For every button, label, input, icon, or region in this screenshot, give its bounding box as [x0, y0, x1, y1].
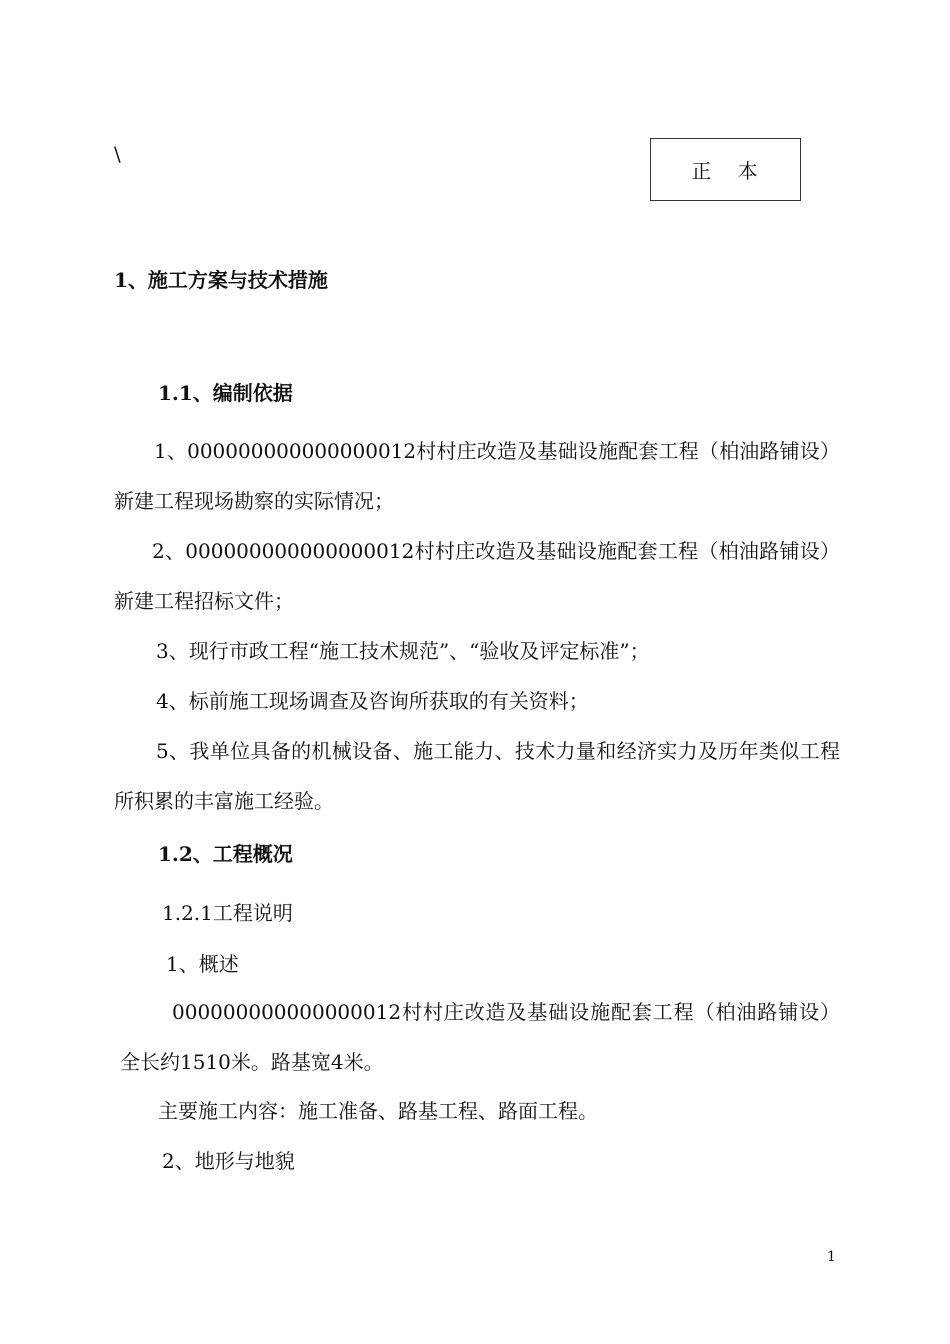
overview-text: 000000000000000012村村庄改造及基础设施配套工程（柏油路铺设）全长约1510米。路基宽4米。: [120, 1000, 840, 1074]
terrain-label: 2、地形与地貌: [162, 1149, 295, 1173]
original-copy-stamp: [650, 138, 801, 201]
basis-item-3: 3、现行市政工程“施工技术规范”、“验收及评定标准”；: [156, 639, 650, 663]
stamp-label: 正 本: [691, 159, 768, 183]
main-content-text: 主要施工内容：施工准备、路基工程、路面工程。: [158, 1099, 598, 1123]
basis-item-1: 1、000000000000000012村村庄改造及基础设施配套工程（柏油路铺设）新建工程现场勘察的实际情况；: [114, 439, 840, 513]
stray-backslash: \: [114, 142, 121, 166]
basis-item-5: 5、我单位具备的机械设备、施工能力、技术力量和经济实力及历年类似工程所积累的丰富施工经验。: [114, 739, 840, 813]
basis-item-2: 2、000000000000000012村村庄改造及基础设施配套工程（柏油路铺设）新建工程招标文件；: [114, 539, 840, 613]
section-1-2-1-heading: 1.2.1工程说明: [162, 901, 293, 925]
overview-label: 1、概述: [166, 952, 239, 976]
page-number: 1: [827, 1249, 836, 1265]
basis-item-4: 4、标前施工现场调查及咨询所获取的有关资料；: [156, 689, 589, 713]
section-1-heading: 1、施工方案与技术措施: [114, 268, 328, 292]
section-1-2-heading: 1.2、工程概况: [158, 842, 293, 866]
section-1-1-heading: 1.1、编制依据: [158, 381, 293, 405]
